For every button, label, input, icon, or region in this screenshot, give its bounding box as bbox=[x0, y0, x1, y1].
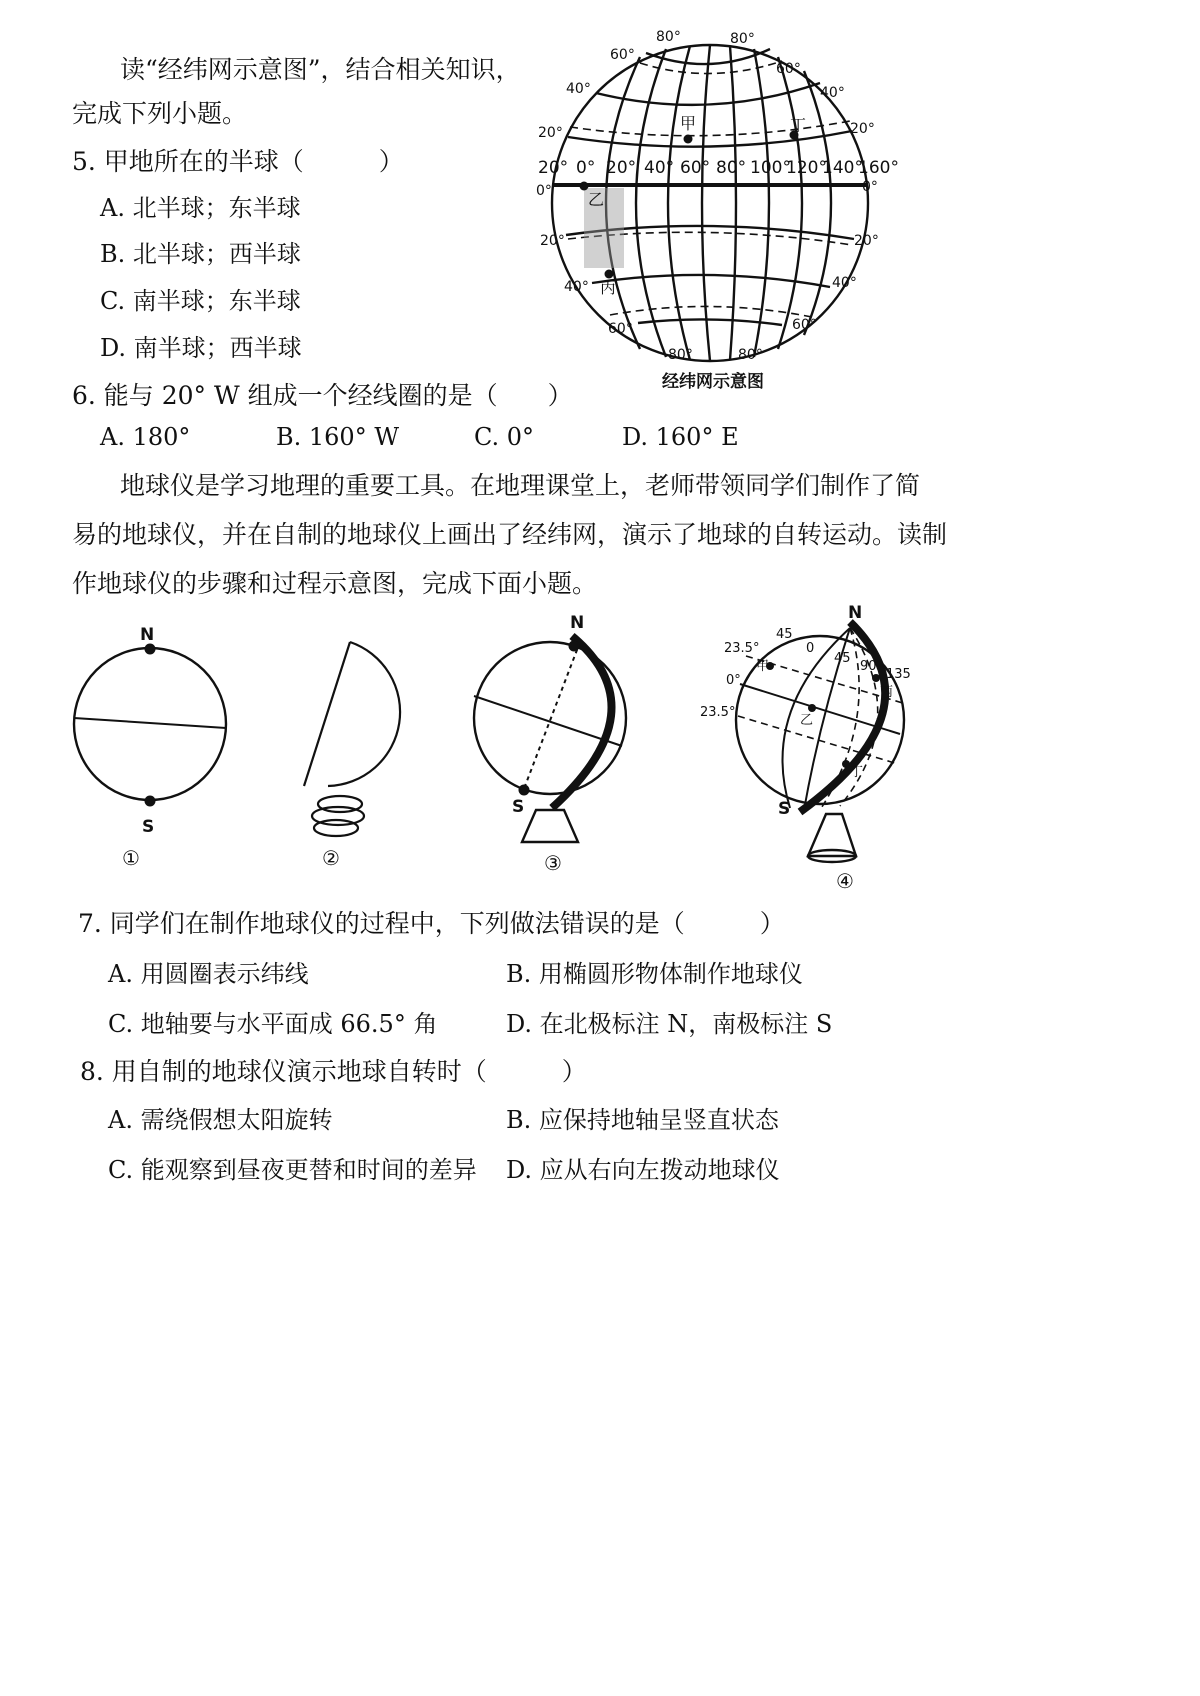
lon-label: 160° bbox=[858, 158, 899, 178]
lat-label: 20° bbox=[540, 233, 565, 249]
south-pole-dot bbox=[145, 796, 156, 807]
q7-stem: 7. 同学们在制作地球仪的过程中，下列做法错误的是（ ） bbox=[78, 909, 785, 938]
point-label: 乙 bbox=[588, 190, 605, 209]
north-pole-dot bbox=[145, 644, 156, 655]
step2-half-circle bbox=[328, 642, 400, 786]
step4-point-label: 丁 bbox=[850, 765, 864, 780]
lon-line bbox=[730, 46, 736, 360]
lat-label: 40° bbox=[564, 279, 589, 295]
lat-label: 40° bbox=[566, 81, 591, 97]
lat-label: 80° bbox=[668, 347, 693, 363]
step2-axis bbox=[304, 642, 350, 786]
point-label: 丙 bbox=[600, 278, 617, 297]
step4-point-dot bbox=[872, 674, 880, 682]
step4-drawing bbox=[736, 622, 906, 862]
lon-label: 80° bbox=[716, 158, 747, 178]
lon-label: 20° bbox=[538, 158, 569, 178]
q8-option-a: A. 需绕假想太阳旋转 bbox=[108, 1106, 333, 1134]
q6-option-b: B. 160° W bbox=[276, 423, 399, 451]
lat-label: 60° bbox=[776, 61, 801, 77]
south-label: S bbox=[778, 799, 791, 819]
step4-point-dot bbox=[808, 704, 816, 712]
q5-option-d: D. 南半球；西半球 bbox=[100, 334, 302, 362]
step-label: ① bbox=[122, 846, 140, 870]
point-label: 甲 bbox=[680, 114, 697, 133]
step4-lon-label: 0 bbox=[806, 641, 815, 656]
step4-lon-label: 45 bbox=[776, 627, 793, 642]
lon-label: 40° bbox=[644, 158, 675, 178]
q5-stem: 5. 甲地所在的半球（ ） bbox=[72, 147, 404, 176]
step-label: ③ bbox=[544, 851, 562, 875]
figure1-caption: 经纬网示意图 bbox=[662, 372, 764, 392]
step3-drawing bbox=[474, 636, 626, 842]
step1-drawing bbox=[74, 625, 226, 870]
dashed-lat-line bbox=[570, 121, 850, 136]
globe-steps-figure bbox=[60, 600, 980, 900]
q7-option-a: A. 用圆圈表示纬线 bbox=[108, 960, 309, 988]
lon-label: 60° bbox=[680, 158, 711, 178]
lat-label: 80° bbox=[656, 29, 681, 45]
q8-option-c: C. 能观察到昼夜更替和时间的差异 bbox=[108, 1156, 477, 1184]
step4-lon-label: 45 bbox=[834, 651, 851, 666]
lat-label: 60° bbox=[792, 317, 817, 333]
q6-stem: 6. 能与 20° W 组成一个经线圈的是（ ） bbox=[72, 381, 573, 410]
step-label: ④ bbox=[836, 869, 854, 893]
step2-stand-coil bbox=[314, 820, 358, 836]
lon-line bbox=[778, 57, 802, 349]
step3-axis bbox=[522, 642, 580, 794]
q8-option-d: D. 应从右向左拨动地球仪 bbox=[506, 1156, 780, 1184]
step-label: ② bbox=[322, 846, 340, 870]
intro2-line3: 作地球仪的步骤和过程示意图，完成下面小题。 bbox=[72, 569, 598, 598]
north-label: N bbox=[140, 625, 155, 645]
north-label: N bbox=[848, 603, 863, 623]
lon-label: 20° bbox=[606, 158, 637, 178]
lat-label: 40° bbox=[820, 85, 845, 101]
lon-line bbox=[754, 49, 769, 357]
step4-point-label: 丙 bbox=[880, 685, 894, 700]
lat-label: 80° bbox=[738, 347, 763, 363]
intro2-line1: 地球仪是学习地理的重要工具。在地理课堂上，老师带领同学们制作了简 bbox=[120, 471, 921, 500]
q7-option-c: C. 地轴要与水平面成 66.5° 角 bbox=[108, 1010, 438, 1038]
intro2-line2: 易的地球仪，并在自制的地球仪上画出了经纬网，演示了地球的自转运动。读制 bbox=[72, 520, 948, 549]
north-pole-dot bbox=[569, 641, 580, 652]
north-label: N bbox=[570, 613, 585, 633]
q7-option-b: B. 用椭圆形物体制作地球仪 bbox=[506, 960, 803, 988]
q7-option-d: D. 在北极标注 N，南极标注 S bbox=[506, 1010, 833, 1038]
step3-equator bbox=[474, 696, 622, 746]
lat-label: 20° bbox=[850, 121, 875, 137]
south-label: S bbox=[512, 797, 525, 817]
step4-lat-label: 0° bbox=[726, 673, 741, 688]
lat-label: 60° bbox=[610, 47, 635, 63]
step2-drawing bbox=[304, 642, 400, 836]
q8-stem: 8. 用自制的地球仪演示地球自转时（ ） bbox=[80, 1057, 587, 1086]
point-jia-dot bbox=[684, 135, 693, 144]
q5-option-a: A. 北半球；东半球 bbox=[100, 194, 301, 222]
step4-point-label: 乙 bbox=[800, 713, 814, 728]
lon-label: 140° bbox=[822, 158, 863, 178]
graticule-figure bbox=[520, 25, 900, 395]
lat-label: 80° bbox=[730, 31, 755, 47]
lat-label: 40° bbox=[832, 275, 857, 291]
intro1-line2: 完成下列小题。 bbox=[72, 99, 248, 128]
q6-option-a: A. 180° bbox=[100, 423, 191, 451]
lat-label: 60° bbox=[608, 321, 633, 337]
lon-label: 0° bbox=[576, 158, 596, 178]
south-pole-dot bbox=[519, 785, 530, 796]
step4-lon-label: 135 bbox=[886, 667, 911, 682]
step4-lon-label: 90 bbox=[860, 659, 877, 674]
step4-lat-label: 23.5° bbox=[700, 705, 736, 720]
q5-option-c: C. 南半球；东半球 bbox=[100, 287, 301, 315]
step1-equator bbox=[74, 718, 226, 728]
step4-point-label: 甲 bbox=[756, 659, 770, 674]
south-label: S bbox=[142, 817, 155, 837]
lon-label: 120° bbox=[786, 158, 827, 178]
lat-label: 20° bbox=[538, 125, 563, 141]
step4-lat-label: 23.5° bbox=[724, 641, 760, 656]
dashed-lat-line bbox=[610, 306, 812, 317]
lat-label: 0° bbox=[536, 183, 552, 199]
lon-label: 100° bbox=[750, 158, 791, 178]
lon-line bbox=[804, 71, 831, 335]
point-label: 丁 bbox=[790, 116, 807, 135]
step4-point-dot bbox=[842, 760, 850, 768]
lon-line bbox=[668, 46, 690, 360]
lon-line bbox=[702, 45, 710, 361]
lat-label: 20° bbox=[854, 233, 879, 249]
step4-equator bbox=[740, 684, 900, 734]
lat-label: 0° bbox=[862, 179, 878, 195]
q5-option-b: B. 北半球；西半球 bbox=[100, 240, 301, 268]
intro1-line1: 读“经纬网示意图”，结合相关知识， bbox=[120, 55, 521, 84]
q6-option-c: C. 0° bbox=[474, 423, 535, 451]
q8-option-b: B. 应保持地轴呈竖直状态 bbox=[506, 1106, 779, 1134]
q6-option-d: D. 160° E bbox=[622, 423, 739, 451]
step3-stand bbox=[522, 810, 578, 842]
